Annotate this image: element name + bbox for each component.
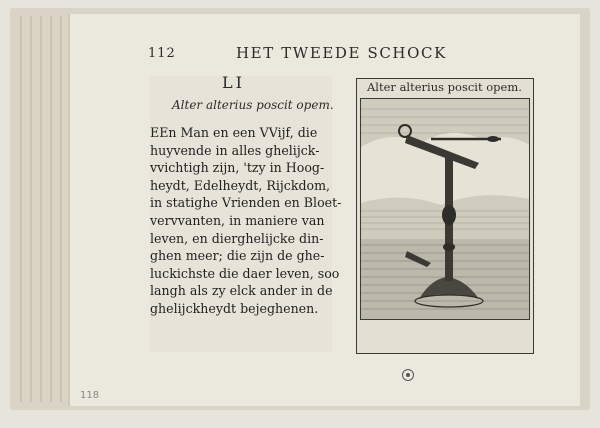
running-head: HET TWEEDE SCHOCK xyxy=(236,44,447,62)
engraving-illustration xyxy=(360,98,530,320)
rod-knob xyxy=(487,136,499,142)
text-line: huyvende in alles ghelijck- xyxy=(150,142,320,158)
library-stamp-icon xyxy=(402,369,414,381)
text-line: vvichtigh zijn, 'tzy in Hoog- xyxy=(150,160,325,176)
text-line: in statighe Vrienden en Bloet- xyxy=(150,195,342,211)
text-line: leven, en dierghelijcke din- xyxy=(150,230,324,246)
pole-knop xyxy=(442,205,456,225)
pencil-note: 118 xyxy=(80,390,100,401)
text-line: ghen meer; die zijn de ghe- xyxy=(150,248,325,264)
page-edge xyxy=(40,16,42,402)
text-line: luckichste die daer leven, soo xyxy=(150,265,340,281)
page-edge xyxy=(60,16,62,402)
text-line: EEn Man en een VVijf, die xyxy=(150,125,318,140)
text-line: ghelijckheydt bejeghenen. xyxy=(150,300,319,316)
chapter-number: LI xyxy=(222,73,245,92)
page-edge xyxy=(50,16,52,402)
page-edge xyxy=(20,16,22,402)
body-text xyxy=(150,124,342,318)
text-line: heydt, Edelheydt, Rijckdom, xyxy=(150,177,331,193)
plate-caption: Alter alterius poscit opem. xyxy=(367,80,522,94)
page-edge xyxy=(30,16,32,402)
pole-ring xyxy=(443,243,455,251)
text-line: langh als zy elck ander in de xyxy=(150,283,333,299)
text-line: vervvanten, in maniere van xyxy=(150,212,325,228)
page-number: 112 xyxy=(148,46,176,61)
motto: Alter alterius poscit opem. xyxy=(172,98,334,112)
